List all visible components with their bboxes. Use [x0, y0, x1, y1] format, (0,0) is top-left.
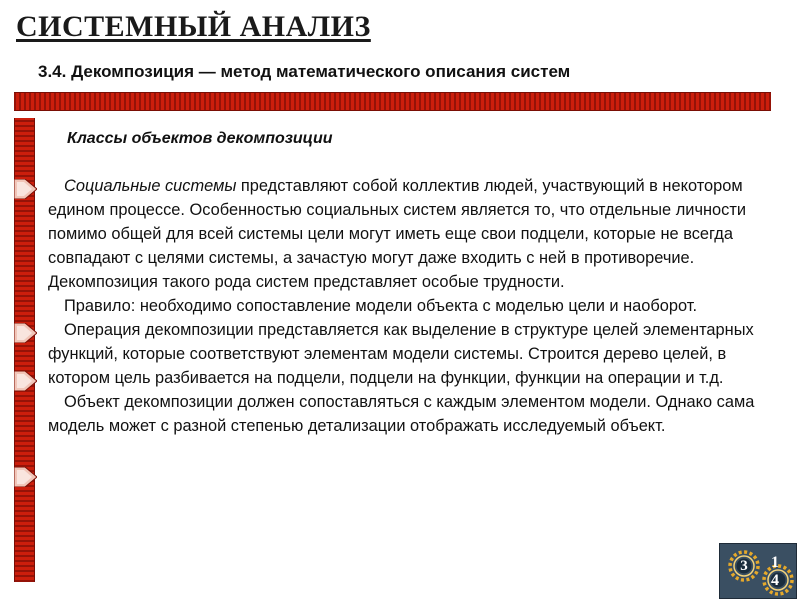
subheading: Классы объектов декомпозиции — [67, 130, 333, 147]
italic-term: Социальные системы — [64, 177, 237, 195]
paragraph-text: Операция декомпозиции представляется как выделение в структуре целей элементарных функций, которые соответствуют элементам модели системы. Строится дерево целей, в котором цель разбивается на подцели, подцели на функции, функции на операции и т.д. — [48, 321, 754, 387]
course-title: СИСТЕМНЫЙ АНАЛИЗ — [16, 10, 371, 43]
paragraph-text: Правило: необходимо сопоставление модели объекта с моделью цели и наоборот. — [64, 297, 698, 315]
paragraph-operation — [48, 318, 774, 390]
bullet-arrow-icon — [14, 371, 37, 391]
bullet-arrow-icon — [14, 467, 37, 487]
body-text — [48, 174, 774, 438]
page-chapter-number: 3 — [740, 558, 748, 574]
bullet-arrow-icon — [14, 323, 37, 343]
paragraph-social-systems — [48, 174, 774, 294]
paragraph-text: представляют собой коллектив людей, участвующий в некотором едином процессе. Особенностью социальных систем является то, что отдельные личности помимо общей для всей системы цели могут иметь еще свои подцели, которые не всегда совпадают с целями системы, а зачастую могут даже входить с ней в противоречие. Декомпозиция такого рода систем представляет особые трудности. — [48, 177, 747, 291]
section-title: 3.4. Декомпозиция — метод математического описания систем — [38, 62, 571, 81]
paragraph-text: Объект декомпозиции должен сопоставляться с каждым элементом модели. Однако сама модель может с разной степенью детализации отображать исследуемый объект. — [48, 393, 755, 435]
bullet-arrow-icon — [14, 179, 37, 199]
paragraph-rule — [48, 294, 774, 318]
paragraph-object — [48, 390, 774, 438]
corner-logo — [719, 543, 797, 599]
page-number: 14 — [771, 554, 779, 589]
gear-logo-icon — [720, 544, 797, 599]
decorative-top-band — [14, 92, 771, 111]
